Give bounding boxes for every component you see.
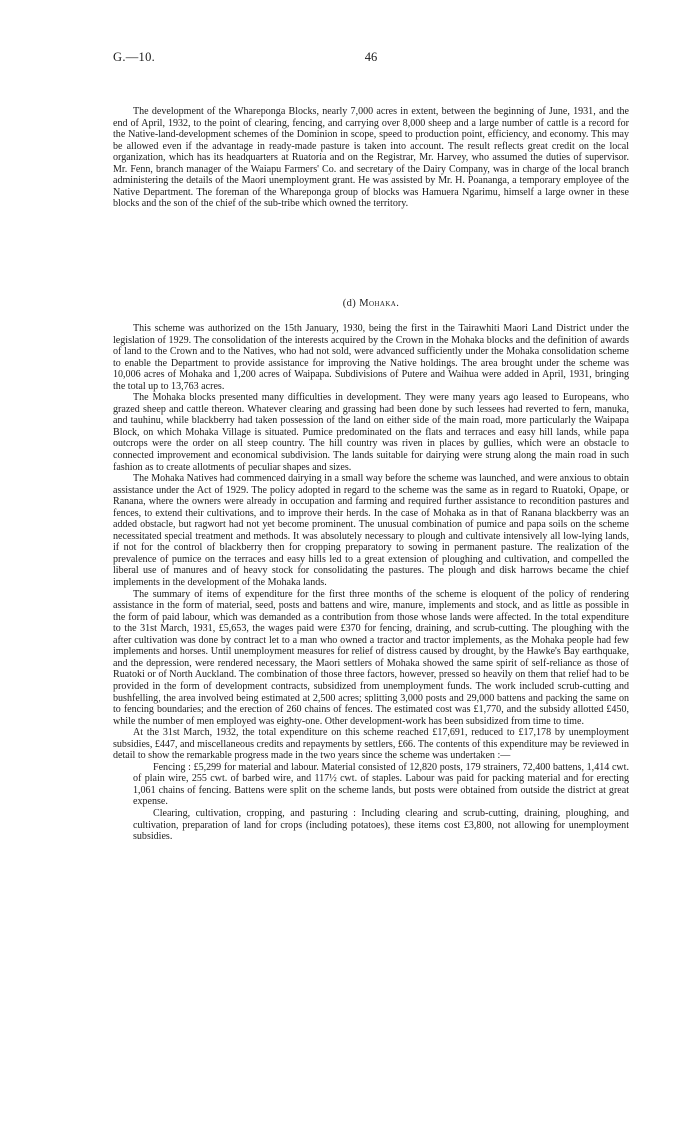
document-id: G.—10. <box>113 50 156 64</box>
section-heading <box>113 298 629 309</box>
page-number: 46 <box>364 50 378 64</box>
paragraph: This scheme was authorized on the 15th January, 1930, being the first in the Tairawhiti Maori Land District under the legislation of 1929. The consolidation of the interests acquired by the Crown in the Mohaka blocks and the definition of awards of land to the Crown and to the Natives, who had not sold, were advanced sufficiently under the Mohaka consolidation scheme to enable the Department to provide assistance for improving the Native holdings. The area brought under the scheme was 10,006 acres of Mohaka and 1,200 acres of Waipapa. Subdivisions of Putere and Waihua were added in April, 1931, bringing the total up to 13,763 acres. <box>113 323 629 392</box>
section-label: (d) <box>342 298 357 309</box>
page-header <box>113 50 629 70</box>
list-item: Clearing, cultivation, cropping, and pasturing : Including clearing and scrub-cutting, draining, ploughing, and cultivation, preparation of land for crops (including potatoes), these items cost £3,800, not allowing for unemployment subsidies. <box>133 807 629 843</box>
section-title: Mohaka. <box>359 298 400 309</box>
list-item: Fencing : £5,299 for material and labour. Material consisted of 12,820 posts, 179 strainers, 72,400 battens, 1,414 cwt. of plain wire, 255 cwt. of barbed wire, and 117½ cwt. of staples. Labour was paid for packing material and for erecting 1,061 chains of fencing. Battens were split on the scheme lands, but posts were obtained from outside the district at great expense. <box>133 761 629 808</box>
paragraph: The development of the Whareponga Blocks, nearly 7,000 acres in extent, between the beginning of June, 1931, and the end of April, 1932, to the point of clearing, fencing, and carrying over 8,000 sheep and a large number of cattle is a record for the Native-land-development schemes of the Dominion in scope, speed to production point, efficiency, and economy. This may be allowed even if the advantage in ready-made pasture is taken into account. The result reflects great credit on the local organization, which has its headquarters at Ruatoria and on the Registrar, Mr. Harvey, who assumed the duties of supervisor. Mr. Fenn, branch manager of the Waiapu Farmers' Co. and secretary of the Dairy Company, was in charge of the local branch administering the details of the Maori unemployment grant. He was assisted by Mr. H. Poananga, a temporary employee of the Native Department. The foreman of the Whareponga group of blocks was Hamuera Ngarimu, himself a large owner in these blocks and the son of the chief of the sub-tribe which owned the territory. <box>113 106 629 210</box>
paragraph: The summary of items of expenditure for the first three months of the scheme is eloquent of the policy of rendering assistance in the form of material, seed, posts and battens and wire, manure, implements and stock, and as little as possible in the form of paid labour, which was demanded as a contribution from those whose lands were affected. In the total expenditure to the 31st March, 1931, £5,653, the wages paid were £370 for fencing, draining, and scrub-cutting. The ploughing with the after cultivation was done by contract let to a man who owned a tractor and tractor implements, as the Mohaka people had few implements and horses. Until unemployment measures for relief of distress caused by drought, by the Hawke's Bay earthquake, and the depression, were rendered necessary, the Maori settlers of Mohaka showed the same spirit of self-reliance as those of Ruatoki or of North Auckland. The combination of those three factors, however, pressed so heavily on them that relief had to be provided in the form of development contracts, subsidized from unemployment funds. The work included scrub-cutting and bushfelling, the area involved being estimated at 2,500 acres; splitting 3,000 posts and 29,000 battens and packing the same on to fencing boundaries; and the erection of 260 chains of fences. The estimated cost was £1,770, and the subsidy allotted £450, while the number of men employed was eighty-one. Other development-work has been subsidized from time to time. <box>113 588 629 727</box>
paragraph: The Mohaka blocks presented many difficulties in development. They were many years ago leased to Europeans, who grazed sheep and cattle thereon. Whatever clearing and grassing had been done by such lessees had reverted to fern, manuka, and tauhinu, while blackberry had taken possession of the land on either side of the main road, more particularly the Waipapa Block, on which Mohaka Village is situated. Pumice predominated on the flats and terraces and easy hill lands, while papa outcrops were the order on all steep country. The hill country was riven in places by gullies, which were an obstacle to connected improvement and economical subdivision. The lands suitable for dairying were strung along the main road in such fashion as to create allotments of peculiar shapes and sizes. <box>113 392 629 473</box>
paragraph: At the 31st March, 1932, the total expenditure on this scheme reached £17,691, reduced to £17,178 by unemployment subsidies, £447, and miscellaneous credits and repayments by settlers, £66. The contents of this expenditure may be reviewed in detail to show the remarkable progress made in the two years since the scheme was undertaken :— <box>113 727 629 762</box>
mohaka-section <box>113 323 629 843</box>
paragraph: The Mohaka Natives had commenced dairying in a small way before the scheme was launched, and were anxious to obtain assistance under the Act of 1929. The policy adopted in regard to the scheme was the same as in regard to Ruatoki, Opape, or Ranana, where the owners were already in occupation and farming and required further assistance to recondition pastures and fences, to extend their cultivations, and to improve their herds. In the case of Mohaka as in that of Ranana blackberry was an added obstacle, but ragwort had not yet become prominent. The unusual combination of pumice and papa soils on the scheme necessitated special treatment and methods. It was absolutely necessary to plough and cultivate intensively all low-lying lands, if not for the control of blackberry then for cropping preparatory to sowing in permanent pasture. The realization of the prevalence of pumice on the terraces and easy hills led to a great extension of ploughing and cultivation, and compelled the liberal use of manures and of heavy stock for consolidating the pastures. The plough and disk harrows became the chief implements in the development of the Mohaka lands. <box>113 473 629 589</box>
intro-section <box>113 106 629 210</box>
